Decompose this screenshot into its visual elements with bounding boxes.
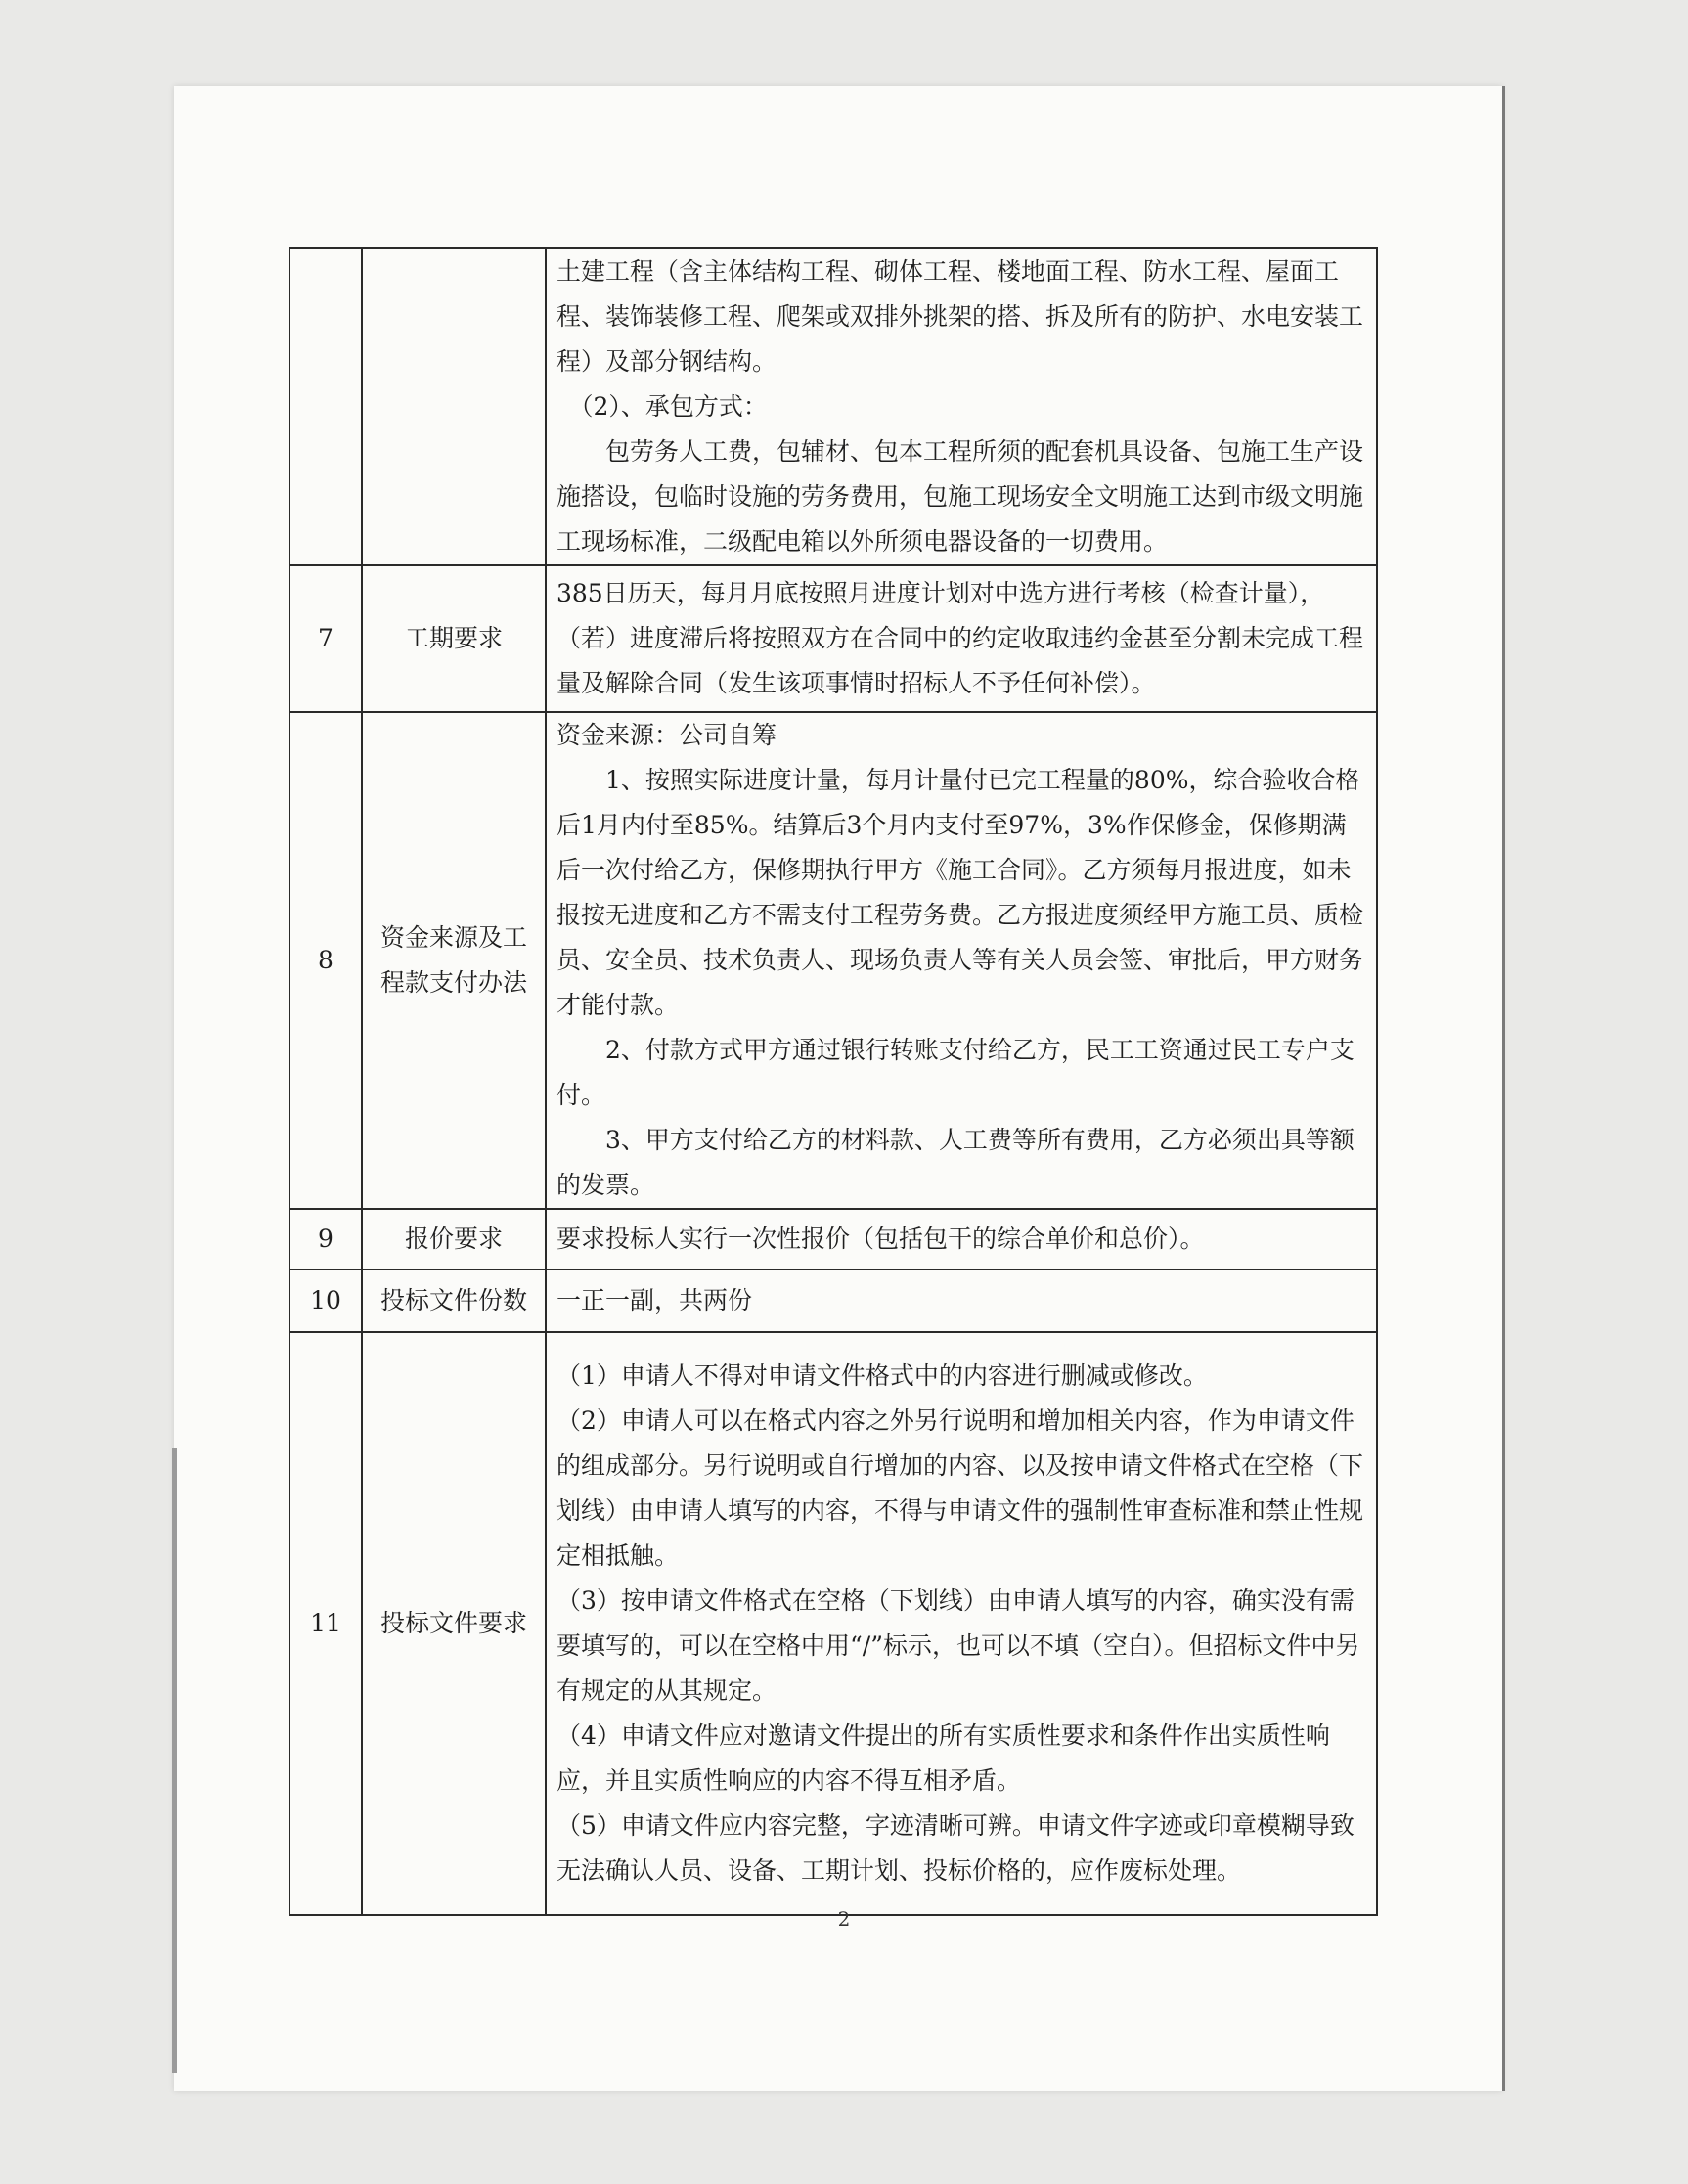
row-item: 投标文件要求 [362, 1332, 546, 1915]
row-content [546, 1209, 1377, 1270]
row-content [546, 1270, 1377, 1332]
content-paragraph: 包劳务人工费，包辅材、包本工程所须的配套机具设备、包施工生产设施搭设，包临时设施的劳务费用，包施工现场安全文明施工达到市级文明施工现场标准，二级配电箱以外所须电器设备的一切费用。 [556, 437, 1364, 556]
table-row [289, 1209, 1377, 1270]
row-item: 工期要求 [362, 565, 546, 712]
table-row [289, 565, 1377, 712]
content-paragraph: 土建工程（含主体结构工程、砌体工程、楼地面工程、防水工程、屋面工程、装饰装修工程、爬架或双排外挑架的搭、拆及所有的防护、水电安装工程）及部分钢结构。 [556, 257, 1364, 376]
content-paragraph: （1）申请人不得对申请文件格式中的内容进行删减或修改。 [556, 1361, 1208, 1390]
sheet-edge [1502, 86, 1505, 2091]
row-content [546, 1332, 1377, 1915]
content-paragraph: 2、付款方式甲方通过银行转账支付给乙方，民工工资通过民工专户支付。 [556, 1036, 1355, 1109]
content-paragraph: （2）、承包方式： [568, 392, 768, 421]
page-number: 2 [837, 1907, 851, 1931]
content-paragraph: 1、按照实际进度计量，每月计量付已完工程量的80%，综合验收合格后1月内付至85%。结算后3个月内支付至97%，3%作保修金，保修期满后一次付给乙方，保修期执行甲方《施工合同》。乙方须每月报进度，如未报按无进度和乙方不需支付工程劳务费。乙方报进度须经甲方施工员、质检员、安全员、技术负责人、现场负责人等有关人员会签、审批后，甲方财务才能付款。 [556, 766, 1364, 1019]
content-paragraph: 要求投标人实行一次性报价（包括包干的综合单价和总价）。 [556, 1225, 1205, 1253]
table-row [289, 248, 1377, 565]
content-paragraph: 385日历天，每月月底按照月进度计划对中选方进行考核（检查计量），（若）进度滞后将按照双方在合同中的约定收取违约金甚至分割未完成工程量及解除合同（发生该项事情时招标人不予任何补偿）。 [556, 579, 1364, 697]
content-paragraph: （2）申请人可以在格式内容之外另行说明和增加相关内容，作为申请文件的组成部分。另行说明或自行增加的内容、以及按申请文件格式在空格（下划线）由申请人填写的内容，不得与申请文件的强制性审查标准和禁止性规定相抵触。 [556, 1406, 1364, 1570]
content-paragraph: （4）申请文件应对邀请文件提出的所有实质性要求和条件作出实质性响应，并且实质性响应的内容不得互相矛盾。 [556, 1721, 1330, 1795]
row-item: 资金来源及工程款支付办法 [362, 712, 546, 1209]
requirements-table [289, 247, 1378, 1916]
row-content [546, 712, 1377, 1209]
row-number [289, 248, 362, 565]
row-item: 报价要求 [362, 1209, 546, 1270]
content-paragraph: 一正一副，共两份 [556, 1286, 753, 1315]
table-row [289, 1270, 1377, 1332]
content-paragraph: （5）申请文件应内容完整，字迹清晰可辨。申请文件字迹或印章模糊导致无法确认人员、设备、工期计划、投标价格的，应作废标处理。 [556, 1811, 1355, 1885]
table-row [289, 712, 1377, 1209]
row-number: 8 [289, 712, 362, 1209]
row-content [546, 248, 1377, 565]
row-content [546, 565, 1377, 712]
table-row [289, 1332, 1377, 1915]
content-paragraph: （3）按申请文件格式在空格（下划线）由申请人填写的内容，确实没有需要填写的，可以在空格中用“/”标示，也可以不填（空白）。但招标文件中另有规定的从其规定。 [556, 1586, 1360, 1705]
row-number: 9 [289, 1209, 362, 1270]
row-item: 投标文件份数 [362, 1270, 546, 1332]
row-number: 7 [289, 565, 362, 712]
content-paragraph: 3、甲方支付给乙方的材料款、人工费等所有费用，乙方必须出具等额的发票。 [556, 1126, 1355, 1199]
row-item [362, 248, 546, 565]
row-number: 10 [289, 1270, 362, 1332]
row-number: 11 [289, 1332, 362, 1915]
content-paragraph: 资金来源：公司自筹 [556, 721, 777, 749]
sheet-edge-shadow [172, 1448, 177, 2073]
